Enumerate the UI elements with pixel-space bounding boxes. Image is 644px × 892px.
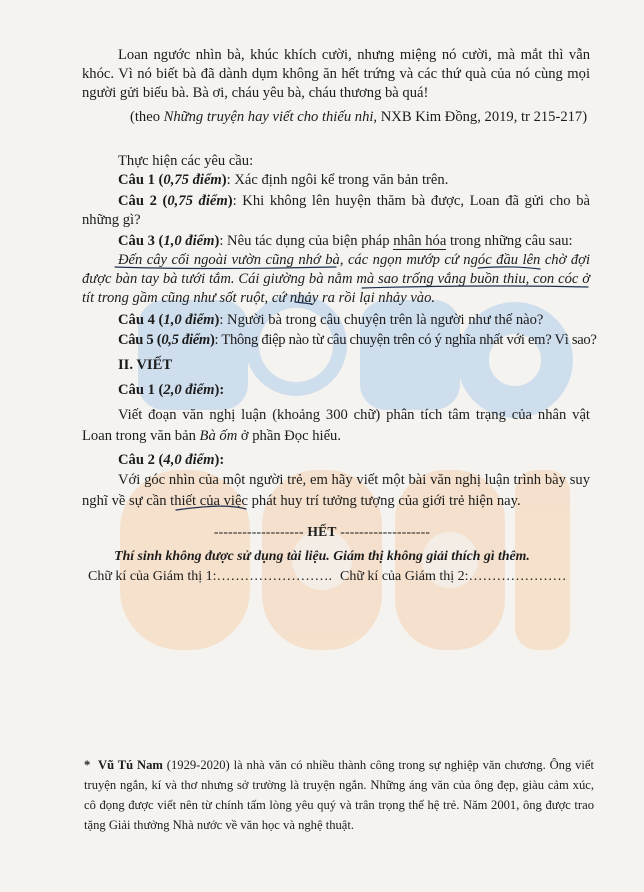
writing-question-1-text <box>82 405 590 447</box>
author-footnote <box>84 755 594 835</box>
question-label: Câu 5 ( <box>118 332 162 348</box>
exam-rules-note: Thí sinh không được sử dụng tài liệu. Giám thị không giải thích gì thêm. <box>114 548 530 563</box>
end-dashes-right: ------------------- <box>340 524 431 539</box>
question-label-close: ): <box>214 452 225 468</box>
question-points: 2,0 điểm <box>163 382 215 398</box>
question-label-close: ): <box>214 382 225 398</box>
highlighted-term: nhân hóa <box>393 233 447 249</box>
reading-question-3 <box>82 232 590 251</box>
question-label: Câu 1 ( <box>118 172 164 188</box>
instruction-lead: Thực hiện các yêu cầu: <box>118 153 254 169</box>
question-label: Câu 1 ( <box>118 382 164 398</box>
question-points: 0,5 điểm <box>161 332 210 348</box>
question-label: Câu 2 ( <box>118 452 164 468</box>
question-label-close: ) <box>209 332 215 348</box>
question-label: Câu 4 ( <box>118 312 164 328</box>
question-points: 0,75 điểm <box>163 172 222 188</box>
proctor-1-signature: Chữ kí của Giám thị 1:……………………. <box>88 569 333 584</box>
question-text: : Xác định ngôi kể trong văn bản trên. <box>226 172 449 188</box>
quoted-passage <box>82 251 590 308</box>
question-text: : Khi không lên huyện thăm bà được, Loan đã gửi cho bà những gì? <box>82 193 590 228</box>
quoted-passage-text: Đến cây cối ngoài vườn cũng nhớ bà, các ngọn mướp cứ ngóc đầu lên chờ đợi được bàn tay bà tưới tắm. Cái giường bà nằm mà sao trống vắng buồn thiu, con cóc ở tít trong gầm cũng như sốt ruột, cứ nhảy ra rồi lại nhảy vào. <box>82 252 590 306</box>
reading-question-5 <box>82 331 598 350</box>
end-word: HẾT <box>307 524 337 539</box>
question-label-close: ) <box>214 233 220 249</box>
question-text: : Người bà trong câu chuyện trên là người như thế nào? <box>219 312 544 328</box>
footnote-star: * <box>84 758 91 772</box>
question-label-close: ) <box>227 193 233 209</box>
intro-paragraph: Loan ngước nhìn bà, khúc khích cười, nhưng miệng nó cười, mà mắt thì vẫn khóc. Vì nó biết bà đã dành dụm không ăn hết trứng và các thứ quà của nó cùng mọi người gửi biếu bà. Bà ơi, cháu yêu bà, cháu thương bà quá! <box>82 47 590 101</box>
work-title: Bà ốm <box>199 428 238 444</box>
question-points: 1,0 điểm <box>163 233 215 249</box>
question-text: : Thông điệp nào từ câu chuyện trên có ý nghĩa nhất với em? Vì sao? <box>214 332 597 348</box>
question-text-end: trong những câu sau: <box>446 233 573 249</box>
section-heading-text: II. VIẾT <box>118 357 173 373</box>
citation <box>130 108 604 127</box>
question-label-close: ) <box>221 172 227 188</box>
citation-title: Những truyện hay viết cho thiếu nhi, <box>163 109 378 125</box>
reading-question-4 <box>82 311 590 330</box>
writing-question-1-label <box>82 381 590 400</box>
question-text: : Nêu tác dụng của biện pháp <box>219 233 394 249</box>
reading-question-2 <box>82 192 590 230</box>
question-text-end: ở phần Đọc hiểu. <box>237 428 342 444</box>
writing-question-2-text: Với góc nhìn của một người trẻ, em hãy viết một bài văn nghị luận trình bày suy nghĩ về sự cần thiết của việc phát huy trí tưởng tượng của giới trẻ hiện nay. <box>82 472 590 509</box>
end-marker <box>0 522 644 541</box>
question-label-close: ) <box>214 312 220 328</box>
question-points: 0,75 điểm <box>167 193 228 209</box>
question-label: Câu 2 ( <box>118 193 168 209</box>
writing-question-2-label <box>82 451 590 470</box>
question-text: Viết đoạn văn nghị luận (khoảng 300 chữ) phân tích tâm trạng của nhân vật Loan trong văn bản <box>82 407 590 444</box>
footnote-text: (1929-2020) là nhà văn có nhiều thành công trong sự nghiệp văn chương. Ông viết truyện ngắn, kí và thơ nhưng sở trường là truyện ngắn. Những áng văn của ông đẹp, giàu cảm xúc, cô đọng được viết nên từ chính tấm lòng yêu quý và trân trọng thế hệ trẻ. Năm 2001, ông được trao tặng Giải thưởng Nhà nước về văn học và nghệ thuật. <box>84 758 595 832</box>
question-label: Câu 3 ( <box>118 233 164 249</box>
section-heading-writing <box>82 356 590 375</box>
footnote-author: Vũ Tú Nam <box>98 758 163 772</box>
citation-prefix: (theo <box>130 109 164 125</box>
question-points: 4,0 điểm <box>163 452 215 468</box>
end-dashes-left: ------------------- <box>213 524 304 539</box>
proctor-2-signature: Chữ kí của Giám thị 2:………………… <box>340 569 567 584</box>
question-points: 1,0 điểm <box>163 312 215 328</box>
reading-question-1 <box>82 171 590 190</box>
citation-suffix: NXB Kim Đồng, 2019, tr 215-217) <box>377 109 588 125</box>
